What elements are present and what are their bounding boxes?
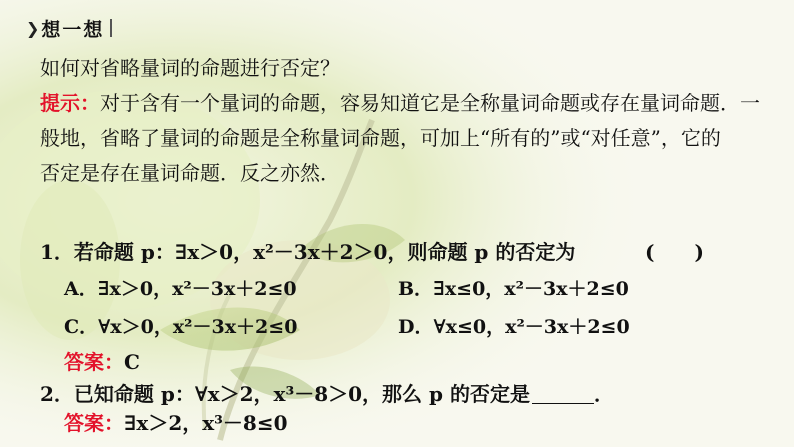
q1-option-a xyxy=(64,280,297,299)
option-label: C． xyxy=(64,316,99,338)
chevron-right-icon: ❯ xyxy=(26,18,40,38)
answer-blank xyxy=(532,385,594,404)
q1-option-d xyxy=(398,318,630,337)
answer-label: 答案： xyxy=(64,350,124,374)
option-text: ∃x≤0，x²－3x＋2≤0 xyxy=(433,278,629,300)
q2-stem-line xyxy=(40,384,614,404)
option-text: ∀x＞0，x²－3x＋2≤0 xyxy=(98,316,298,338)
q2-answer xyxy=(64,413,288,433)
q1-stem: 1．若命题 p：∃x＞0，x²－3x＋2＞0，则命题 p 的否定为 xyxy=(40,240,576,264)
option-text: ∀x≤0，x²－3x＋2≤0 xyxy=(433,316,630,338)
option-label: A． xyxy=(64,278,98,300)
hint-line-3: 否定是存在量词命题．反之亦然． xyxy=(40,161,340,185)
hint-text-1: 对于含有一个量词的命题，容易知道它是全称量词命题或存在量词命题．一 xyxy=(100,91,760,115)
answer-value: C xyxy=(124,350,140,374)
option-text: ∃x＞0，x²－3x＋2≤0 xyxy=(97,278,297,300)
q1-option-c xyxy=(64,318,297,337)
hint-label: 提示： xyxy=(40,91,100,115)
hint-line-2: 般地，省略了量词的命题是全称量词命题，可加上“所有的”或“对任意”，它的 xyxy=(40,126,721,150)
section-header xyxy=(26,14,112,42)
section-title: 想一想 xyxy=(41,18,105,41)
q1-option-b xyxy=(398,280,629,299)
q1-answer xyxy=(64,352,140,372)
answer-label: 答案： xyxy=(64,411,124,435)
answer-value: ∃x＞2，x³－8≤0 xyxy=(124,411,288,435)
q2-tail: ． xyxy=(593,382,614,406)
title-divider xyxy=(110,19,112,37)
option-label: D． xyxy=(398,316,434,338)
q2-stem: 2．已知命题 p：∀x＞2，x³－8＞0，那么 p 的否定是 xyxy=(40,382,530,406)
question-text: 如何对省略量词的命题进行否定？ xyxy=(40,56,340,80)
q1-answer-paren: ( ) xyxy=(645,240,704,264)
hint-line-1 xyxy=(40,93,760,113)
option-label: B． xyxy=(398,278,434,300)
